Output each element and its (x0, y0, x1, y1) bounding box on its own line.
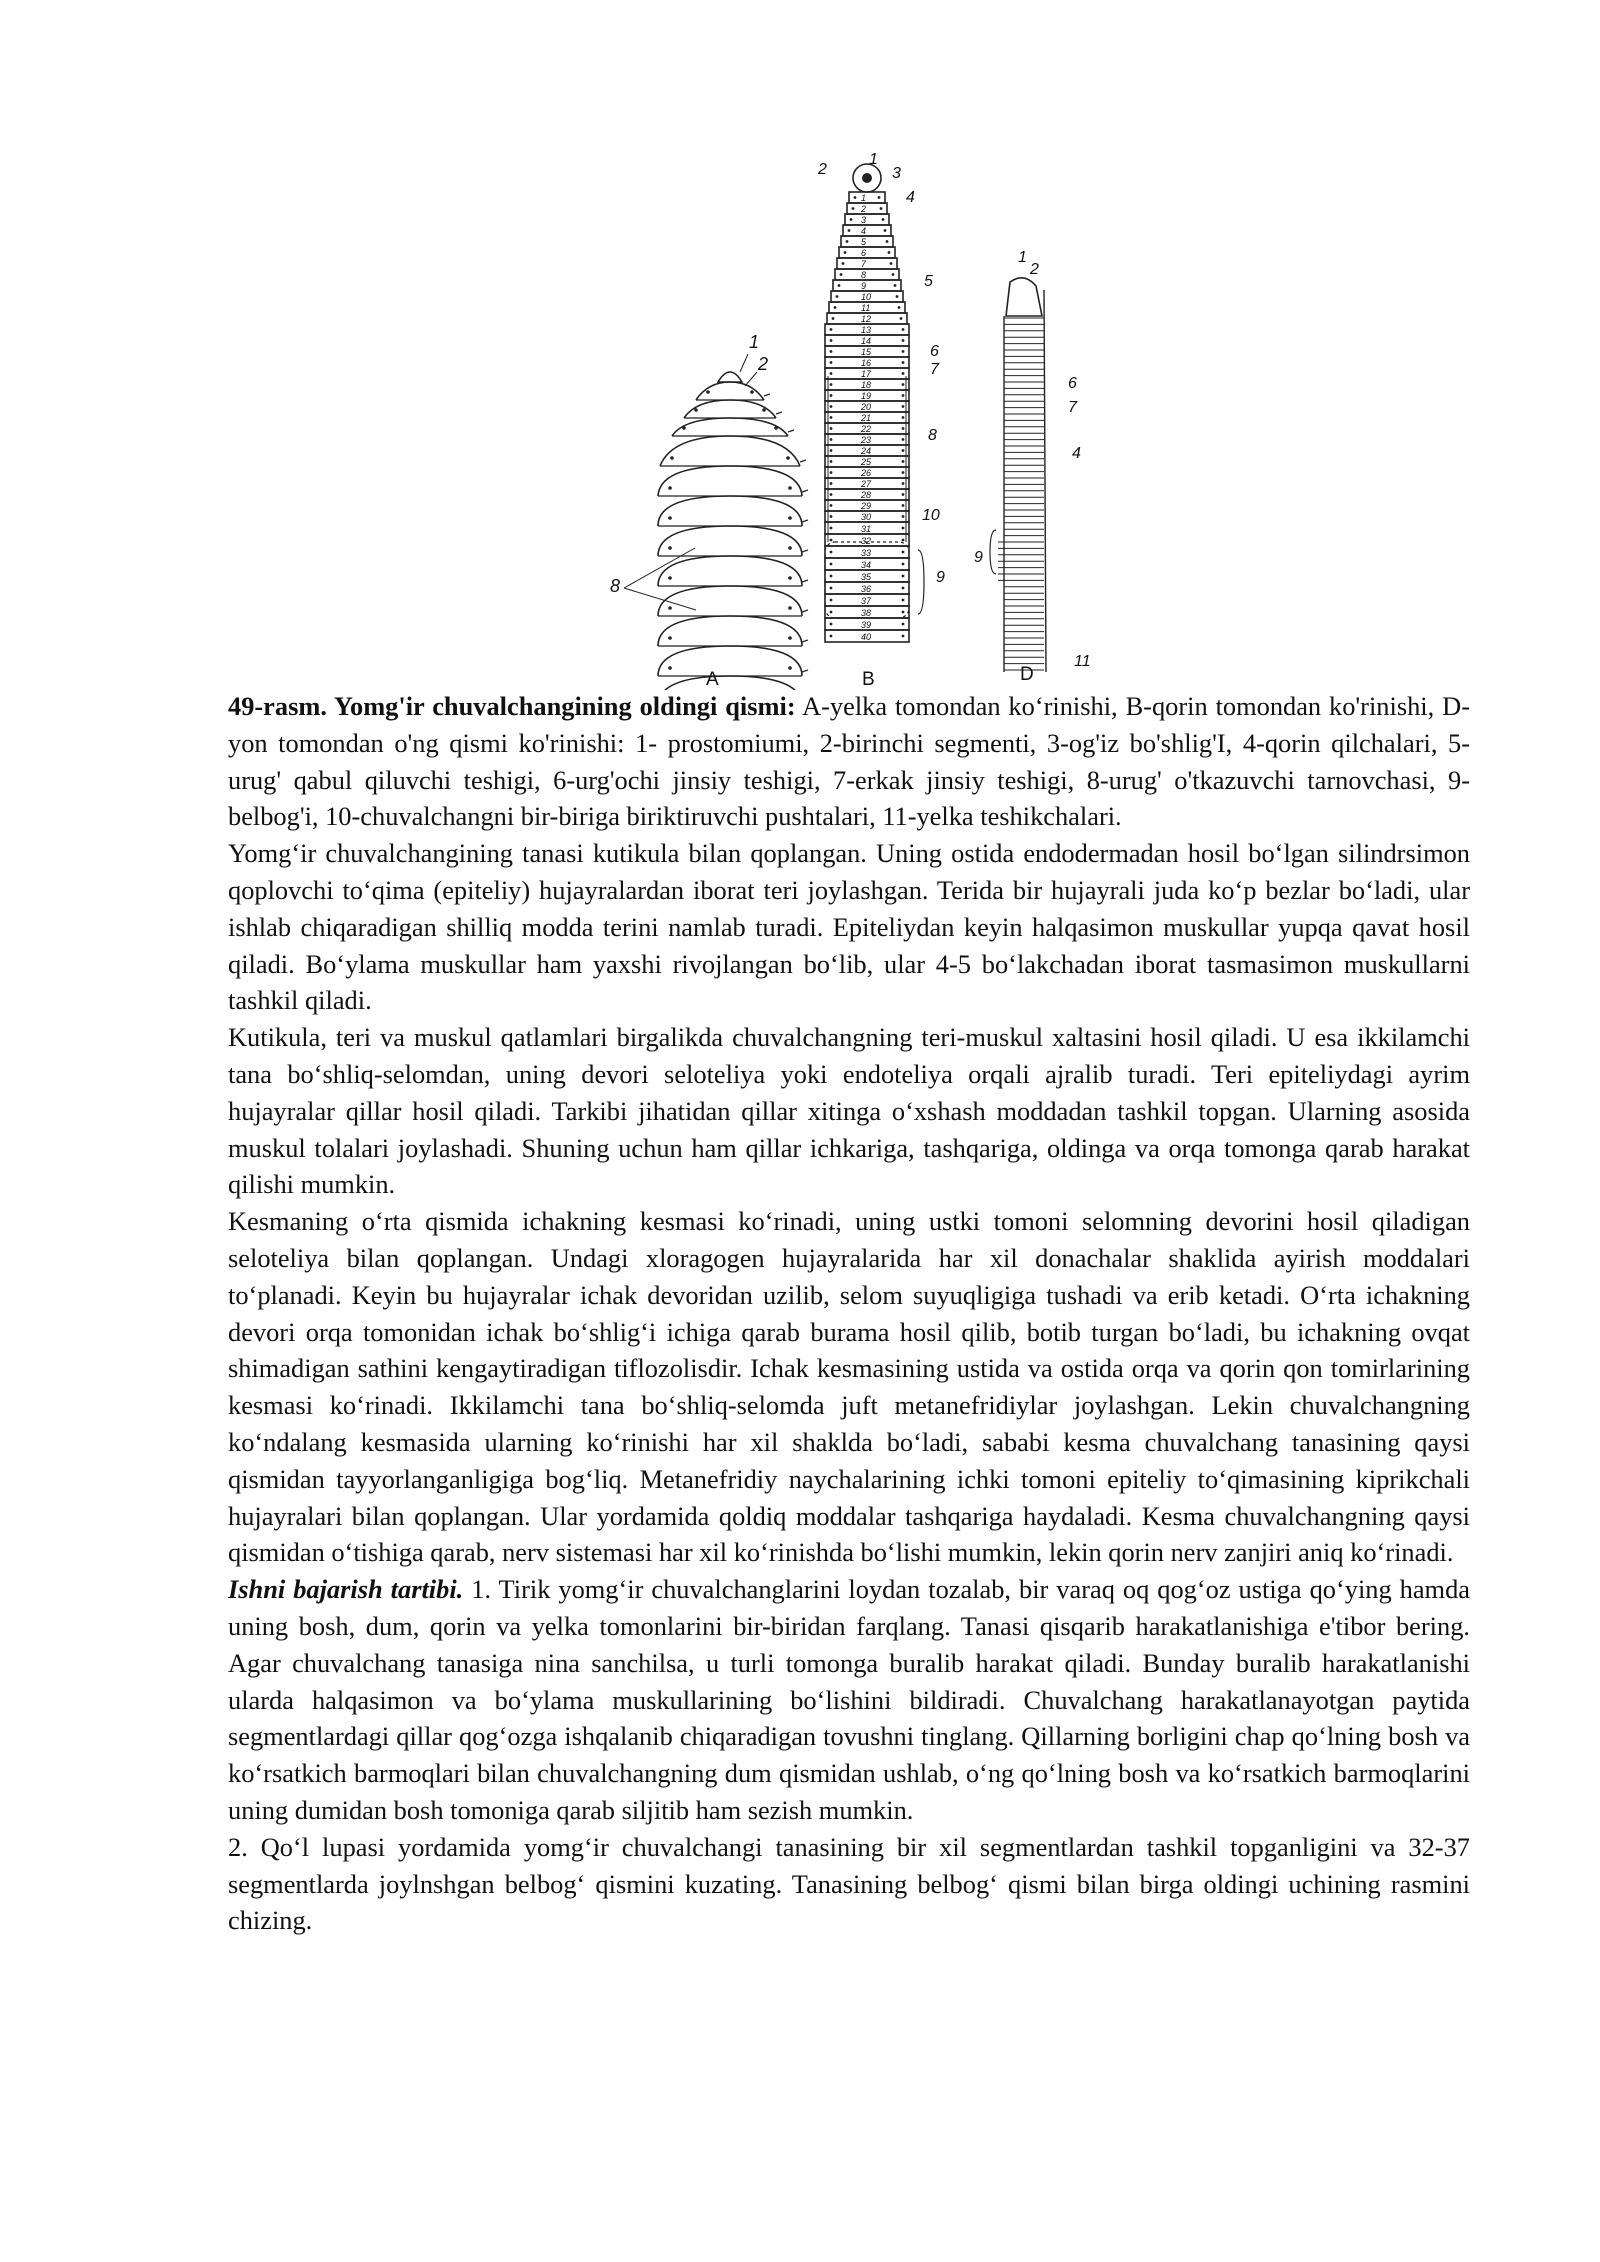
seta-tick (802, 550, 808, 552)
segment-number-14: 14 (861, 336, 872, 346)
seta-tick (802, 610, 808, 612)
segment-number-15: 15 (861, 347, 872, 357)
earthworm-illustration (600, 150, 1120, 690)
callout-d-4: 4 (1072, 445, 1081, 462)
seta-dot (762, 408, 766, 412)
segment-number-36: 36 (861, 584, 872, 594)
callout-d-9: 9 (974, 549, 983, 566)
segment-outline (658, 646, 802, 676)
seta-dot (834, 306, 837, 309)
seta-dot (902, 339, 905, 342)
seta-dot (668, 546, 672, 550)
segment-number-12: 12 (861, 314, 872, 324)
callout-b-8: 8 (928, 427, 937, 444)
seta-dot (902, 563, 905, 566)
segment-5-outline (841, 236, 893, 247)
panel-label-d: D (1020, 664, 1034, 685)
seta-dot (840, 273, 843, 276)
segment-8-outline (835, 269, 899, 280)
seta-dot (902, 551, 905, 554)
segment-outline (658, 586, 802, 616)
segment-number-21: 21 (861, 413, 872, 423)
segment-number-30: 30 (861, 512, 872, 522)
segment-number-31: 31 (861, 524, 872, 534)
seta-dot (902, 449, 905, 452)
procedure-step-1-text: 1. Tirik yomgʻir chuvalchanglarini loydan tozalab, bir varaq oq qogʻoz ustiga qoʻying hamda uning bosh, dum, qorin va yelka tomonlarini bir-biridan farqlang. Tanasi qisqarib harakatlanishiga e'tibor bering. Agar chuvalchang tanasiga nina sanchilsa, u turli tomonga buralib harakat qiladi. Bunday buralib harakatlanishi ularda halqasimon va boʻylama muskullarining boʻlishini bildiradi. Chuvalchang harakatlanayotgan paytida segmentlardagi qillar qogʻozga ishqalanib chiqaradigan tovushni tinglang. Qillarning borligini chap qoʻlning bosh va koʻrsatkich barmoqlari bilan chuvalchangning dum qismidan ushlab, oʻng qoʻlning bosh va koʻrsatkich barmoqlarini uning dumidan bosh tomoniga qarab siljitib ham sezish mumkin. (228, 1574, 1470, 1825)
figure-caption-text: A-yelka tomondan koʻrinishi, B-qorin tomondan ko'rinishi, D-yon tomondan o'ng qismi ko'rinishi: 1- prostomiumi, 2-birinchi segmenti, 3-og'iz bo'shlig'I, 4-qorin qilchalari, 5-urug' qabul qiluvchi teshigi, 6-urg'ochi jinsiy teshigi, 7-erkak jinsiy teshigi, 8-urug' o'tkazuvchi tarnovchasi, 9-belbog'i, 10-chuvalchangni bir-biriga biriktiruvchi pushtalari, 11-yelka teshikchalari. (228, 691, 1470, 832)
seta-dot (902, 438, 905, 441)
segment-number-6: 6 (861, 248, 867, 258)
procedure-step-2: 2. Qoʻl lupasi yordamida yomgʻir chuvalchangi tanasining bir xil segmentlardan tashkil topganligini va 32-37 segmentlarda joylnshgan belbogʻ qismini kuzating. Tanasining belbogʻ qismi bilan birga oldingi uchining rasmini chizing. (228, 1831, 1470, 1936)
segment-outline (696, 382, 764, 400)
segment-number-39: 39 (861, 620, 872, 630)
segment-outline (658, 466, 802, 496)
segment-number-3: 3 (861, 215, 867, 225)
procedure-heading: Ishni bajarish tartibi. (228, 1574, 464, 1605)
segment-number-18: 18 (861, 380, 872, 390)
callout-line (740, 354, 748, 372)
panel-d-side-view (974, 249, 1091, 685)
segment-outline (658, 496, 802, 526)
seta-dot (750, 390, 754, 394)
segment-number-32: 32 (861, 536, 872, 546)
seta-dot (830, 575, 833, 578)
head-outline (1006, 278, 1042, 316)
seta-dot (774, 426, 778, 430)
segment-number-5: 5 (861, 237, 867, 247)
seta-dot (830, 350, 833, 353)
panel-a-dorsal-view (610, 332, 808, 690)
seta-tick (776, 412, 782, 414)
seta-dot (884, 229, 887, 232)
segment-number-10: 10 (861, 292, 872, 302)
seta-dot (878, 196, 881, 199)
seta-tick (788, 430, 794, 432)
seta-dot (830, 539, 833, 542)
segment-number-1: 1 (861, 193, 867, 203)
seta-tick (802, 670, 808, 672)
seta-tick (800, 460, 806, 462)
segment-9-outline (833, 280, 901, 291)
seta-dot (830, 427, 833, 430)
callout-b-10: 10 (922, 507, 940, 524)
callout-a-8: 8 (610, 576, 621, 596)
seta-dot (902, 539, 905, 542)
seta-dot (902, 328, 905, 331)
segment-number-35: 35 (861, 572, 872, 582)
segment-number-34: 34 (861, 560, 872, 570)
segment-number-11: 11 (861, 303, 871, 313)
callout-b-4: 4 (906, 189, 915, 206)
callout-b-7: 7 (930, 361, 939, 378)
mouth-opening (862, 173, 872, 183)
seta-dot (830, 515, 833, 518)
seta-dot (854, 196, 857, 199)
seta-dot (830, 471, 833, 474)
segment-number-25: 25 (861, 457, 872, 467)
callout-b-5: 5 (924, 273, 933, 290)
prostomium-outline (718, 372, 742, 382)
seta-dot (694, 408, 698, 412)
seta-dot (838, 284, 841, 287)
seta-dot (902, 405, 905, 408)
bracket-9 (990, 530, 996, 574)
paragraph-2: Kutikula, teri va muskul qatlamlari birgalikda chuvalchangning teri-muskul xaltasini hosil qiladi. U esa ikkilamchi tana boʻshliq-selomdan, uning devori seloteliya yoki endoteliya orqali ajralib turadi. Teri epiteliydagi ayrim hujayralar qillar hosil qiladi. Tarkibi jihatidan qillar xitinga oʻxshash moddadan tashkil topgan. Ularning asosida muskul tolalari joylashadi. Shuning uchun ham qillar ichkariga, tashqariga, oldinga va orqa tomonga qarab harakat qilishi mumkin. (228, 1022, 1470, 1200)
seta-dot (830, 328, 833, 331)
seta-dot (830, 460, 833, 463)
seta-dot (830, 623, 833, 626)
seta-dot (902, 427, 905, 430)
seta-dot (668, 576, 672, 580)
seta-dot (670, 456, 674, 460)
seta-dot (902, 527, 905, 530)
callout-b-1: 1 (869, 151, 878, 168)
segment-outline (684, 400, 776, 418)
seta-dot (830, 551, 833, 554)
seta-dot (830, 504, 833, 507)
callout-b-2: 2 (818, 161, 827, 178)
seta-dot (902, 635, 905, 638)
seta-dot (830, 405, 833, 408)
segment-number-40: 40 (861, 632, 872, 642)
seta-dot (786, 456, 790, 460)
segment-number-13: 13 (861, 325, 872, 335)
seta-dot (830, 383, 833, 386)
segment-outline (658, 526, 802, 556)
seta-dot (880, 207, 883, 210)
seta-dot (788, 546, 792, 550)
callout-b-6: 6 (930, 343, 939, 360)
seta-dot (894, 284, 897, 287)
body-edge (1044, 290, 1046, 672)
seta-dot (788, 576, 792, 580)
bracket-9 (918, 550, 924, 614)
segment-number-23: 23 (861, 435, 872, 445)
seta-dot (902, 587, 905, 590)
seta-dot (896, 295, 899, 298)
segment-number-38: 38 (861, 608, 872, 618)
segment-number-26: 26 (861, 468, 872, 478)
segment-outline (658, 616, 802, 646)
segment-number-37: 37 (861, 596, 872, 606)
seta-dot (830, 635, 833, 638)
seta-dot (902, 599, 905, 602)
segment-outline (658, 556, 802, 586)
panel-label-b: B (862, 669, 875, 690)
panel-label-a: A (706, 669, 719, 690)
segment-number-8: 8 (861, 270, 867, 280)
figure-caption (228, 688, 1470, 835)
segment-number-22: 22 (861, 424, 872, 434)
seta-dot (832, 317, 835, 320)
segment-outline (672, 418, 788, 436)
segment-7-outline (837, 258, 897, 269)
seta-dot (788, 636, 792, 640)
seta-dot (882, 218, 885, 221)
segment-number-16: 16 (861, 358, 872, 368)
seta-dot (890, 262, 893, 265)
callout-d-1: 1 (1018, 249, 1027, 266)
callout-line (745, 372, 757, 386)
seta-dot (886, 240, 889, 243)
segment-number-9: 9 (861, 281, 867, 291)
seta-dot (902, 416, 905, 419)
seta-dot (830, 372, 833, 375)
seta-dot (830, 611, 833, 614)
segment-number-29: 29 (861, 501, 872, 511)
page-text (228, 688, 1470, 1939)
seta-dot (682, 426, 686, 430)
callout-d-6: 6 (1068, 375, 1077, 392)
segment-number-33: 33 (861, 548, 872, 558)
seta-dot (888, 251, 891, 254)
seta-dot (902, 493, 905, 496)
procedure-step-1 (228, 1571, 1470, 1829)
seta-dot (706, 390, 710, 394)
callout-a-2: 2 (758, 354, 769, 374)
seta-dot (830, 416, 833, 419)
callout-b-3: 3 (892, 165, 901, 182)
seta-dot (902, 623, 905, 626)
seta-dot (902, 575, 905, 578)
seta-dot (902, 361, 905, 364)
seta-dot (668, 606, 672, 610)
seta-tick (802, 580, 808, 582)
segment-number-27: 27 (861, 479, 872, 489)
segment-6-outline (839, 247, 895, 258)
earthworm-figure (600, 150, 1120, 690)
seta-dot (830, 438, 833, 441)
seta-dot (892, 273, 895, 276)
callout-line (624, 548, 695, 588)
segment-number-19: 19 (861, 391, 872, 401)
panel-b-ventral-view (817, 151, 945, 690)
seta-dot (830, 527, 833, 530)
seta-dot (668, 486, 672, 490)
seta-dot (900, 317, 903, 320)
seta-tick (802, 490, 808, 492)
figure-caption-label: 49-rasm. Yomg'ir chuvalchangining oldingi qismi: (228, 691, 796, 721)
seta-dot (830, 599, 833, 602)
seta-dot (842, 262, 845, 265)
seta-dot (788, 486, 792, 490)
seta-dot (830, 339, 833, 342)
segment-number-4: 4 (861, 226, 867, 236)
seta-dot (830, 493, 833, 496)
seta-dot (668, 636, 672, 640)
seta-dot (902, 383, 905, 386)
seta-tick (764, 394, 770, 396)
seta-dot (848, 229, 851, 232)
callout-b-9: 9 (936, 569, 945, 586)
seta-dot (902, 504, 905, 507)
seta-dot (898, 306, 901, 309)
seta-dot (830, 394, 833, 397)
seta-dot (902, 350, 905, 353)
seta-dot (830, 449, 833, 452)
seta-dot (902, 482, 905, 485)
segment-number-17: 17 (861, 369, 872, 379)
seta-dot (830, 482, 833, 485)
segment-number-2: 2 (861, 204, 867, 214)
seta-dot (902, 394, 905, 397)
paragraph-3: Kesmaning oʻrta qismida ichakning kesmasi koʻrinadi, uning ustki tomoni selomning devorini hosil qiladigan seloteliya bilan qoplangan. Undagi xloragogen hujayralarida har xil donachalar shaklida ayirish moddalari toʻplanadi. Keyin bu hujayralar ichak devoridan uzilib, selom suyuqligiga tushadi va erib ketadi. Oʻrta ichakning devori orqa tomonidan ichak boʻshligʻi ichiga qarab burama hosil qilib, botib turgan boʻladi, bu ichakning ovqat shimadigan sathini kengaytiradigan tiflozolisdir. Ichak kesmasining ustida va ostida orqa va qorin qon tomirlarining kesmasi koʻrinadi. Ikkilamchi tana boʻshliq-selomda juft metanefridiylar joylashgan. Lekin chuvalchangning koʻndalang kesmasida ularning koʻrinishi har xil shaklda boʻladi, sababi kesma chuvalchang tanasining qaysi qismidan tayyorlanganligiga bogʻliq. Metanefridiy naychalarining ichki tomoni epiteliy toʻqimasining kiprikchali hujayralari bilan qoplangan. Ular yordamida qoldiq moddalar tashqariga haydaladi. Kesma chuvalchangning qaysi qismidan oʻtishiga qarab, nerv sistemasi har xil koʻrinishda boʻlishi mumkin, lekin qorin nerv zanjiri aniq koʻrinadi. (228, 1206, 1470, 1568)
callout-d-2: 2 (1030, 261, 1039, 278)
seta-dot (830, 587, 833, 590)
seta-dot (830, 361, 833, 364)
segment-number-20: 20 (861, 402, 872, 412)
seta-dot (788, 516, 792, 520)
segment-number-24: 24 (861, 446, 872, 456)
callout-d-7: 7 (1068, 399, 1077, 416)
callout-d-11: 11 (1074, 653, 1091, 670)
seta-dot (788, 606, 792, 610)
seta-dot (668, 666, 672, 670)
segment-number-7: 7 (861, 259, 867, 269)
seta-dot (788, 666, 792, 670)
seta-dot (846, 240, 849, 243)
seta-dot (902, 460, 905, 463)
seta-dot (850, 218, 853, 221)
paragraph-1: Yomgʻir chuvalchangining tanasi kutikula bilan qoplangan. Uning ostida endodermadan hosil boʻlgan silindrsimon qoplovchi toʻqima (epiteliy) hujayralardan iborat teri joylashgan. Terida bir hujayrali juda koʻp bezlar boʻladi, ular ishlab chiqaradigan shilliq modda terini namlab turadi. Epiteliydan keyin halqasimon muskullar yupqa qavat hosil qiladi. Boʻylama muskullar ham yaxshi rivojlangan boʻlib, ular 4-5 boʻlakchadan iborat tasmasimon muskullarni tashkil qiladi. (228, 838, 1470, 1016)
seta-dot (836, 295, 839, 298)
seta-dot (902, 515, 905, 518)
seta-dot (902, 471, 905, 474)
seta-tick (802, 520, 808, 522)
callout-a-1: 1 (749, 332, 760, 352)
seta-dot (902, 372, 905, 375)
seta-dot (844, 251, 847, 254)
segment-number-28: 28 (861, 490, 872, 500)
seta-tick (802, 640, 808, 642)
seta-dot (668, 516, 672, 520)
seta-dot (902, 611, 905, 614)
segment-outline (660, 436, 800, 466)
seta-dot (830, 563, 833, 566)
seta-dot (852, 207, 855, 210)
